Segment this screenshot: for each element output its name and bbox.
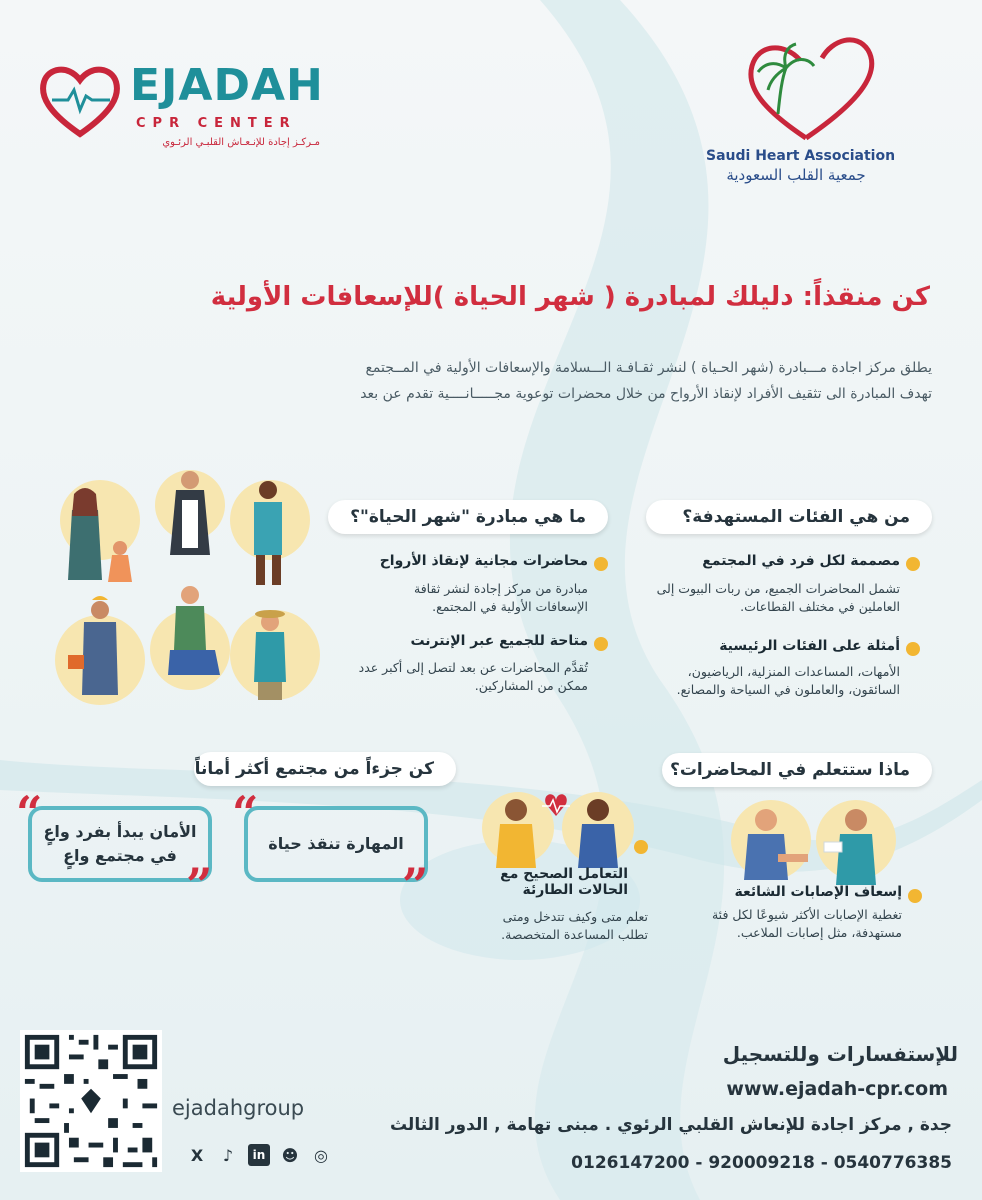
website-link[interactable]: www.ejadah-cpr.com	[726, 1078, 948, 1100]
quote-box-safety	[28, 806, 212, 882]
open-quote-icon: “	[16, 786, 43, 840]
learn-item-2-title: التعامل الصحيح مع الحالات الطارئة	[500, 866, 628, 898]
community-heading: كن جزءاً من مجتمع أكثر أماناً	[194, 752, 456, 786]
contact-title: للإستفسارات وللتسجيل	[722, 1042, 958, 1066]
saudi-heart-english: Saudi Heart Association	[706, 148, 896, 164]
initiative-item-2-title: متاحة للجميع عبر الإنترنت	[410, 633, 588, 649]
page-title: كن منقذاً: دليلك لمبادرة ( شهر الحياة )للإسعافات الأولية	[210, 282, 930, 312]
quote-skill-saves-life: المهارة تنقذ حياة	[268, 834, 404, 853]
saudi-heart-logo-icon	[736, 34, 886, 146]
targets-heading: من هي الفئات المستهدفة؟	[646, 500, 932, 534]
instagram-icon[interactable]: ◎	[314, 1145, 328, 1165]
learn-item-1-text: تغطية الإصابات الأكثر شيوعًا لكل فئة مستهدفة، مثل إصابات الملاعب.	[711, 907, 902, 940]
social-icons	[186, 1144, 332, 1166]
injury-care-illustration	[716, 790, 916, 890]
bullet-icon	[594, 637, 608, 651]
target-item-1-text: تشمل المحاضرات الجميع، من ربات البيوت إلى العاملين في مختلف القطاعات.	[656, 581, 900, 614]
quote-safety-line-1: الأمان يبدأ بفرد واعٍ	[43, 822, 197, 841]
contact-address: جدة , مركز اجادة للإنعاش القلبي الرئوي . مبنى تهامة , الدور الثالث	[389, 1115, 952, 1135]
qr-code-icon[interactable]	[20, 1030, 162, 1172]
ejadah-logo-text: EJADAH	[130, 60, 324, 111]
ejadah-heart-icon	[38, 62, 122, 140]
initiative-heading: ما هي مبادرة "شهر الحياة"؟	[328, 500, 608, 534]
intro-line-2: تهدف المبادرة الى تثقيف الأفراد لإنقاذ الأرواح من خلال محضرات توعوية مجـــــانــــية تقدم عن بعد	[360, 386, 932, 402]
bullet-icon	[594, 557, 608, 571]
target-item-2-text: الأمهات، المساعدات المنزلية، الرياضيون، السائقون، والعاملون في السياحة والمصانع.	[676, 664, 900, 697]
social-handle: ejadahgroup	[172, 1096, 305, 1120]
x-icon[interactable]: X	[190, 1145, 204, 1165]
tiktok-icon[interactable]: ♪	[222, 1145, 234, 1165]
quote-safety-line-2: في مجتمع واعٍ	[63, 846, 177, 865]
bullet-icon	[906, 642, 920, 656]
learn-heading: ماذا ستتعلم في المحاضرات؟	[662, 753, 932, 787]
cpr-center-text: CPR CENTER	[136, 116, 297, 131]
intro-line-1: يطلق مركز اجادة مـــبادرة (شهر الحـياة ) لنشر ثقـافـة الـــسلامة والإسعافات الأولية في المــجتمع	[365, 360, 932, 376]
initiative-item-1-title: محاضرات مجانية لإنقاذ الأرواح	[379, 553, 588, 569]
initiative-item-1-text: مبادرة من مركز إجادة لنشر ثقافة الإسعافات الأولية في المجتمع.	[414, 581, 588, 614]
learn-item-1-title: إسعاف الإصابات الشائعة	[734, 884, 902, 900]
bullet-icon	[908, 889, 922, 903]
saudi-heart-arabic: جمعية القلب السعودية	[726, 166, 866, 184]
bullet-icon	[906, 557, 920, 571]
learn-item-2-text: تعلم متى وكيف تتدخل ومتى تطلب المساعدة المتخصصة.	[501, 909, 648, 942]
close-quote-icon: ”	[402, 858, 429, 912]
ejadah-arabic-text: مـركـز إجادة للإنـعـاش القلبـي الرئـوي	[162, 137, 320, 148]
linkedin-icon[interactable]: in	[248, 1144, 270, 1166]
close-quote-icon: ”	[186, 858, 213, 912]
bullet-icon	[634, 840, 648, 854]
initiative-item-2-text: تُقدَّم المحاضرات عن بعد لتصل إلى أكبر عدد ممكن من المشاركين.	[358, 660, 588, 693]
contact-phones: 0126147200 - 920009218 - 0540776385	[571, 1153, 952, 1173]
snapchat-icon[interactable]: ☻	[281, 1145, 299, 1165]
target-item-2-title: أمثلة على الفئات الرئيسية	[719, 638, 900, 654]
community-people-illustration	[40, 460, 340, 725]
target-item-1-title: مصممة لكل فرد في المجتمع	[702, 553, 900, 569]
open-quote-icon: “	[232, 786, 259, 840]
emergency-call-illustration	[480, 780, 640, 870]
